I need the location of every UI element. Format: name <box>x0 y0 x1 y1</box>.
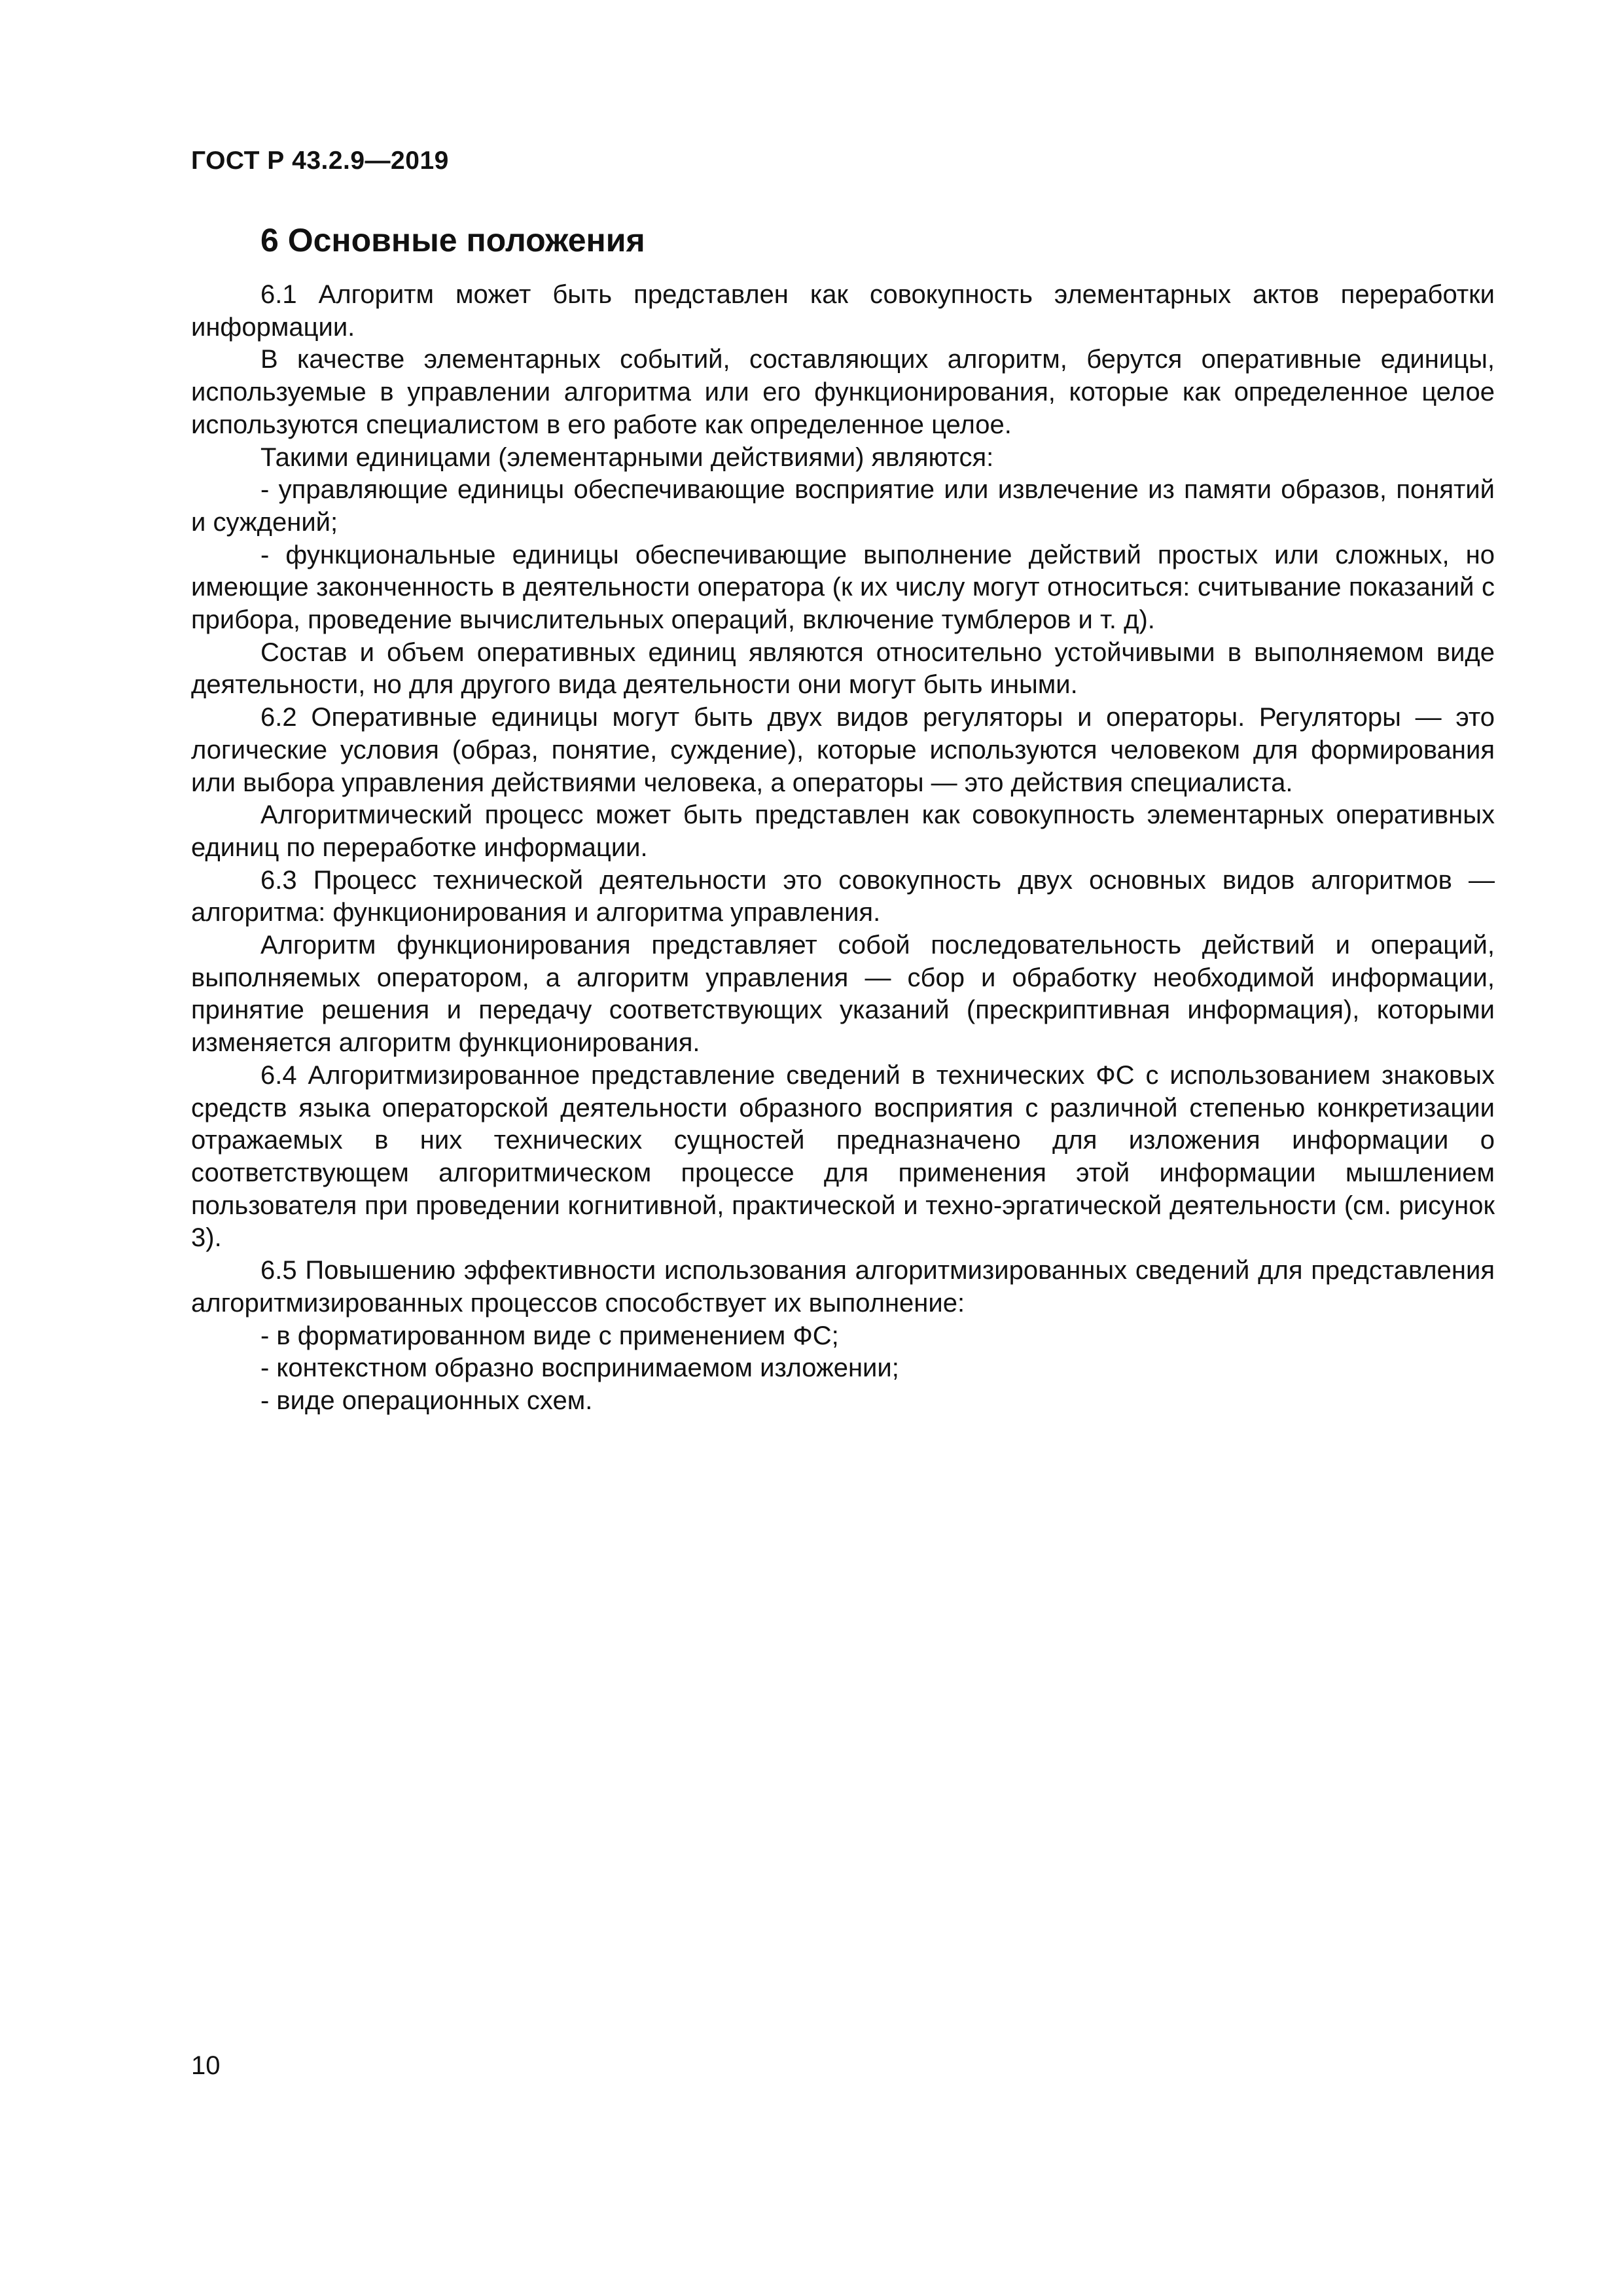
paragraph-units-intro: Такими единицами (элементарными действиями) являются: <box>260 442 994 472</box>
paragraph-units-composition: Состав и объем оперативных единиц являются относительно устойчивыми в выполняемом виде деятельности, но для другого вида деятельности они могут быть иными. <box>191 637 1495 700</box>
list-item-formatted-view: - в форматированном виде с применением ФС; <box>260 1321 839 1350</box>
paragraph-functioning-algorithm: Алгоритм функционирования представляет собой последовательность действий и операций, выполняемых оператором, а алгоритм управления — сбор и обработку необходимой информации, принятие решения и передачу соответствующих указаний (прескриптивная информация), которыми изменяется алгоритм функционирования. <box>191 931 1495 1058</box>
page-number: 10 <box>191 2051 221 2080</box>
section-title: 6 Основные положения <box>260 222 645 259</box>
list-item-control-units: - управляющие единицы обеспечивающие восприятие или извлечение из памяти образов, понятий и суждений; <box>191 475 1495 537</box>
paragraph-6-1: 6.1 Алгоритм может быть представлен как совокупность элементарных актов переработки информации. <box>191 280 1495 342</box>
list-item-operational-schemes: - виде операционных схем. <box>260 1386 593 1415</box>
paragraph-6-3: 6.3 Процесс технической деятельности это совокупность двух основных видов алгоритмов — алгоритма: функционирования и алгоритма управления. <box>191 865 1495 927</box>
list-item-functional-units: - функциональные единицы обеспечивающие выполнение действий простых или сложных, но имеющие законченность в деятельности оператора (к их числу могут относиться: считывание показаний с прибора, проведение вычислительных операций, включение тумблеров и т. д). <box>191 540 1495 635</box>
section-body <box>191 279 1495 1418</box>
list-item-contextual-presentation: - контекстном образно воспринимаемом изложении; <box>260 1354 899 1383</box>
paragraph-6-4: 6.4 Алгоритмизированное представление сведений в технических ФС с использованием знаковых средств языка операторской деятельности образного восприятия с различной степенью конкретизации отражаемых в них технических сущностей предназначено для изложения информации о соответствующем алгоритмическом процессе для применения этой информации мышлением пользователя при проведении когнитивной, практической и техно-эргатической деятельности (см. рисунок 3). <box>191 1060 1495 1253</box>
document-code: ГОСТ Р 43.2.9—2019 <box>191 147 449 175</box>
paragraph-6-5: 6.5 Повышению эффективности использования алгоритмизированных сведений для представления алгоритмизированных процессов способствует их выполнение: <box>191 1256 1495 1318</box>
paragraph-6-2: 6.2 Оперативные единицы могут быть двух видов регуляторы и операторы. Регуляторы — это логические условия (образ, понятие, суждение), которые используются человеком для формирования или выбора управления действиями человека, а операторы — это действия специалиста. <box>191 703 1495 797</box>
paragraph-elementary-events: В качестве элементарных событий, составляющих алгоритм, берутся оперативные единицы, используемые в управлении алгоритма или его функционирования, которые как определенное целое используются специалистом в его работе как определенное целое. <box>191 345 1495 439</box>
paragraph-algorithmic-process: Алгоритмический процесс может быть представлен как совокупность элементарных оперативных единиц по переработке информации. <box>191 800 1495 862</box>
